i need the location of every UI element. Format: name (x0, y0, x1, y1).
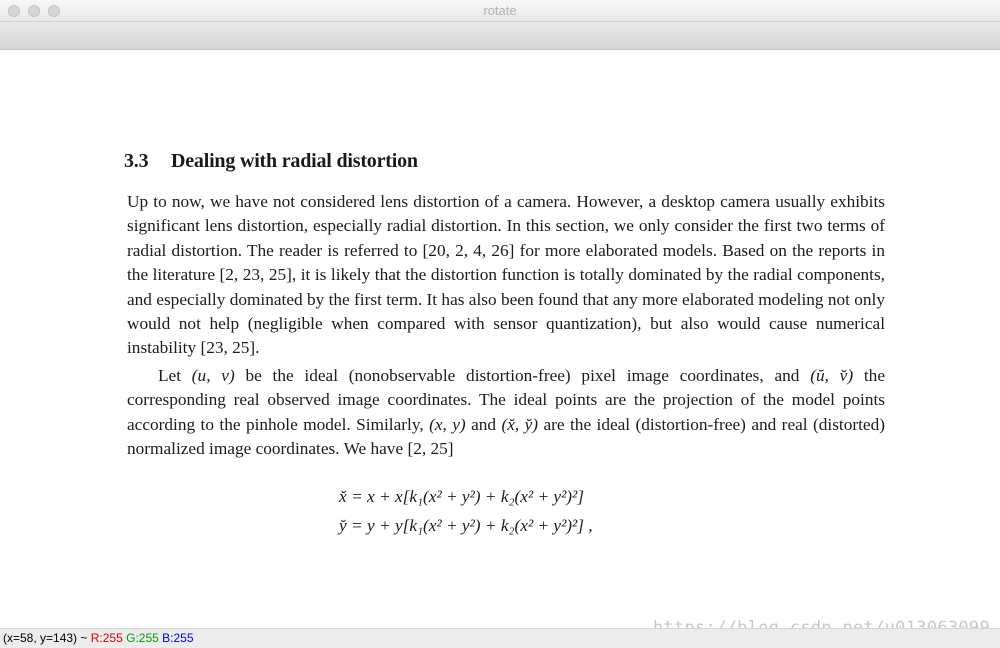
document-excerpt (124, 150, 894, 535)
status-bar (0, 628, 1000, 648)
paragraph-2-text-a: Let (158, 366, 192, 385)
toolbar (0, 22, 1000, 50)
pixel-blue-value: B:255 (162, 631, 194, 645)
math-xy-breve: (x̆, y̆) (501, 414, 539, 434)
math-uv-breve: (ŭ, v̆) (810, 366, 854, 385)
equation-y: y̆ = y + y[k₁(x² + y²) + k₂(x² + y²)²] , (339, 516, 593, 535)
pixel-green-value: G:255 (126, 631, 159, 645)
math-uv: (u, v) (191, 366, 235, 385)
paragraph-2-text-b: be the ideal (nonobservable distortion-free) pixel image coordinates, and (234, 366, 811, 385)
paragraph-1: Up to now, we have not considered lens distortion of a camera. However, a desktop camera usually exhibits significant lens distortion, especially radial distortion. In this section, we only consider the first two terms of radial distortion. The reader is referred to [20, 2, 4, 26] for more elaborated models. Based on the reports in the literature [2, 23, 25], it is likely that the distortion function is totally dominated by the radial components, and especially dominated by the first term. It has also been found that any more elaborated modeling not only would not help (negligible when compared with sensor quantization), but also would cause numerical instability [23, 25]. (127, 192, 885, 358)
image-canvas[interactable] (0, 50, 1000, 628)
paragraph-2-text-c: the corresponding real observed image coordinates. The ideal points are the projection of the model points according to the pinhole model. Similarly, (127, 366, 885, 434)
section-number: 3.3 (124, 150, 149, 172)
cursor-coordinates: (x=58, y=143) ~ (3, 631, 91, 645)
paragraph-2-text-d: and (465, 414, 502, 434)
section-heading (124, 150, 894, 173)
section-title: Dealing with radial distortion (171, 150, 418, 172)
paragraph-2-text-e: are the ideal (distortion-free) and real (distorted) normalized image coordinates. We have [2, 25] (127, 414, 885, 459)
equation-x: x̆ = x + x[k₁(x² + y²) + k₂(x² + y²)²] (339, 487, 584, 506)
distortion-equations (339, 482, 759, 540)
paragraph-2 (127, 364, 885, 462)
window-title: rotate (483, 3, 517, 18)
title-bar[interactable] (0, 0, 1000, 22)
math-xy: (x, y) (429, 414, 466, 434)
pixel-red-value: R:255 (90, 631, 123, 645)
